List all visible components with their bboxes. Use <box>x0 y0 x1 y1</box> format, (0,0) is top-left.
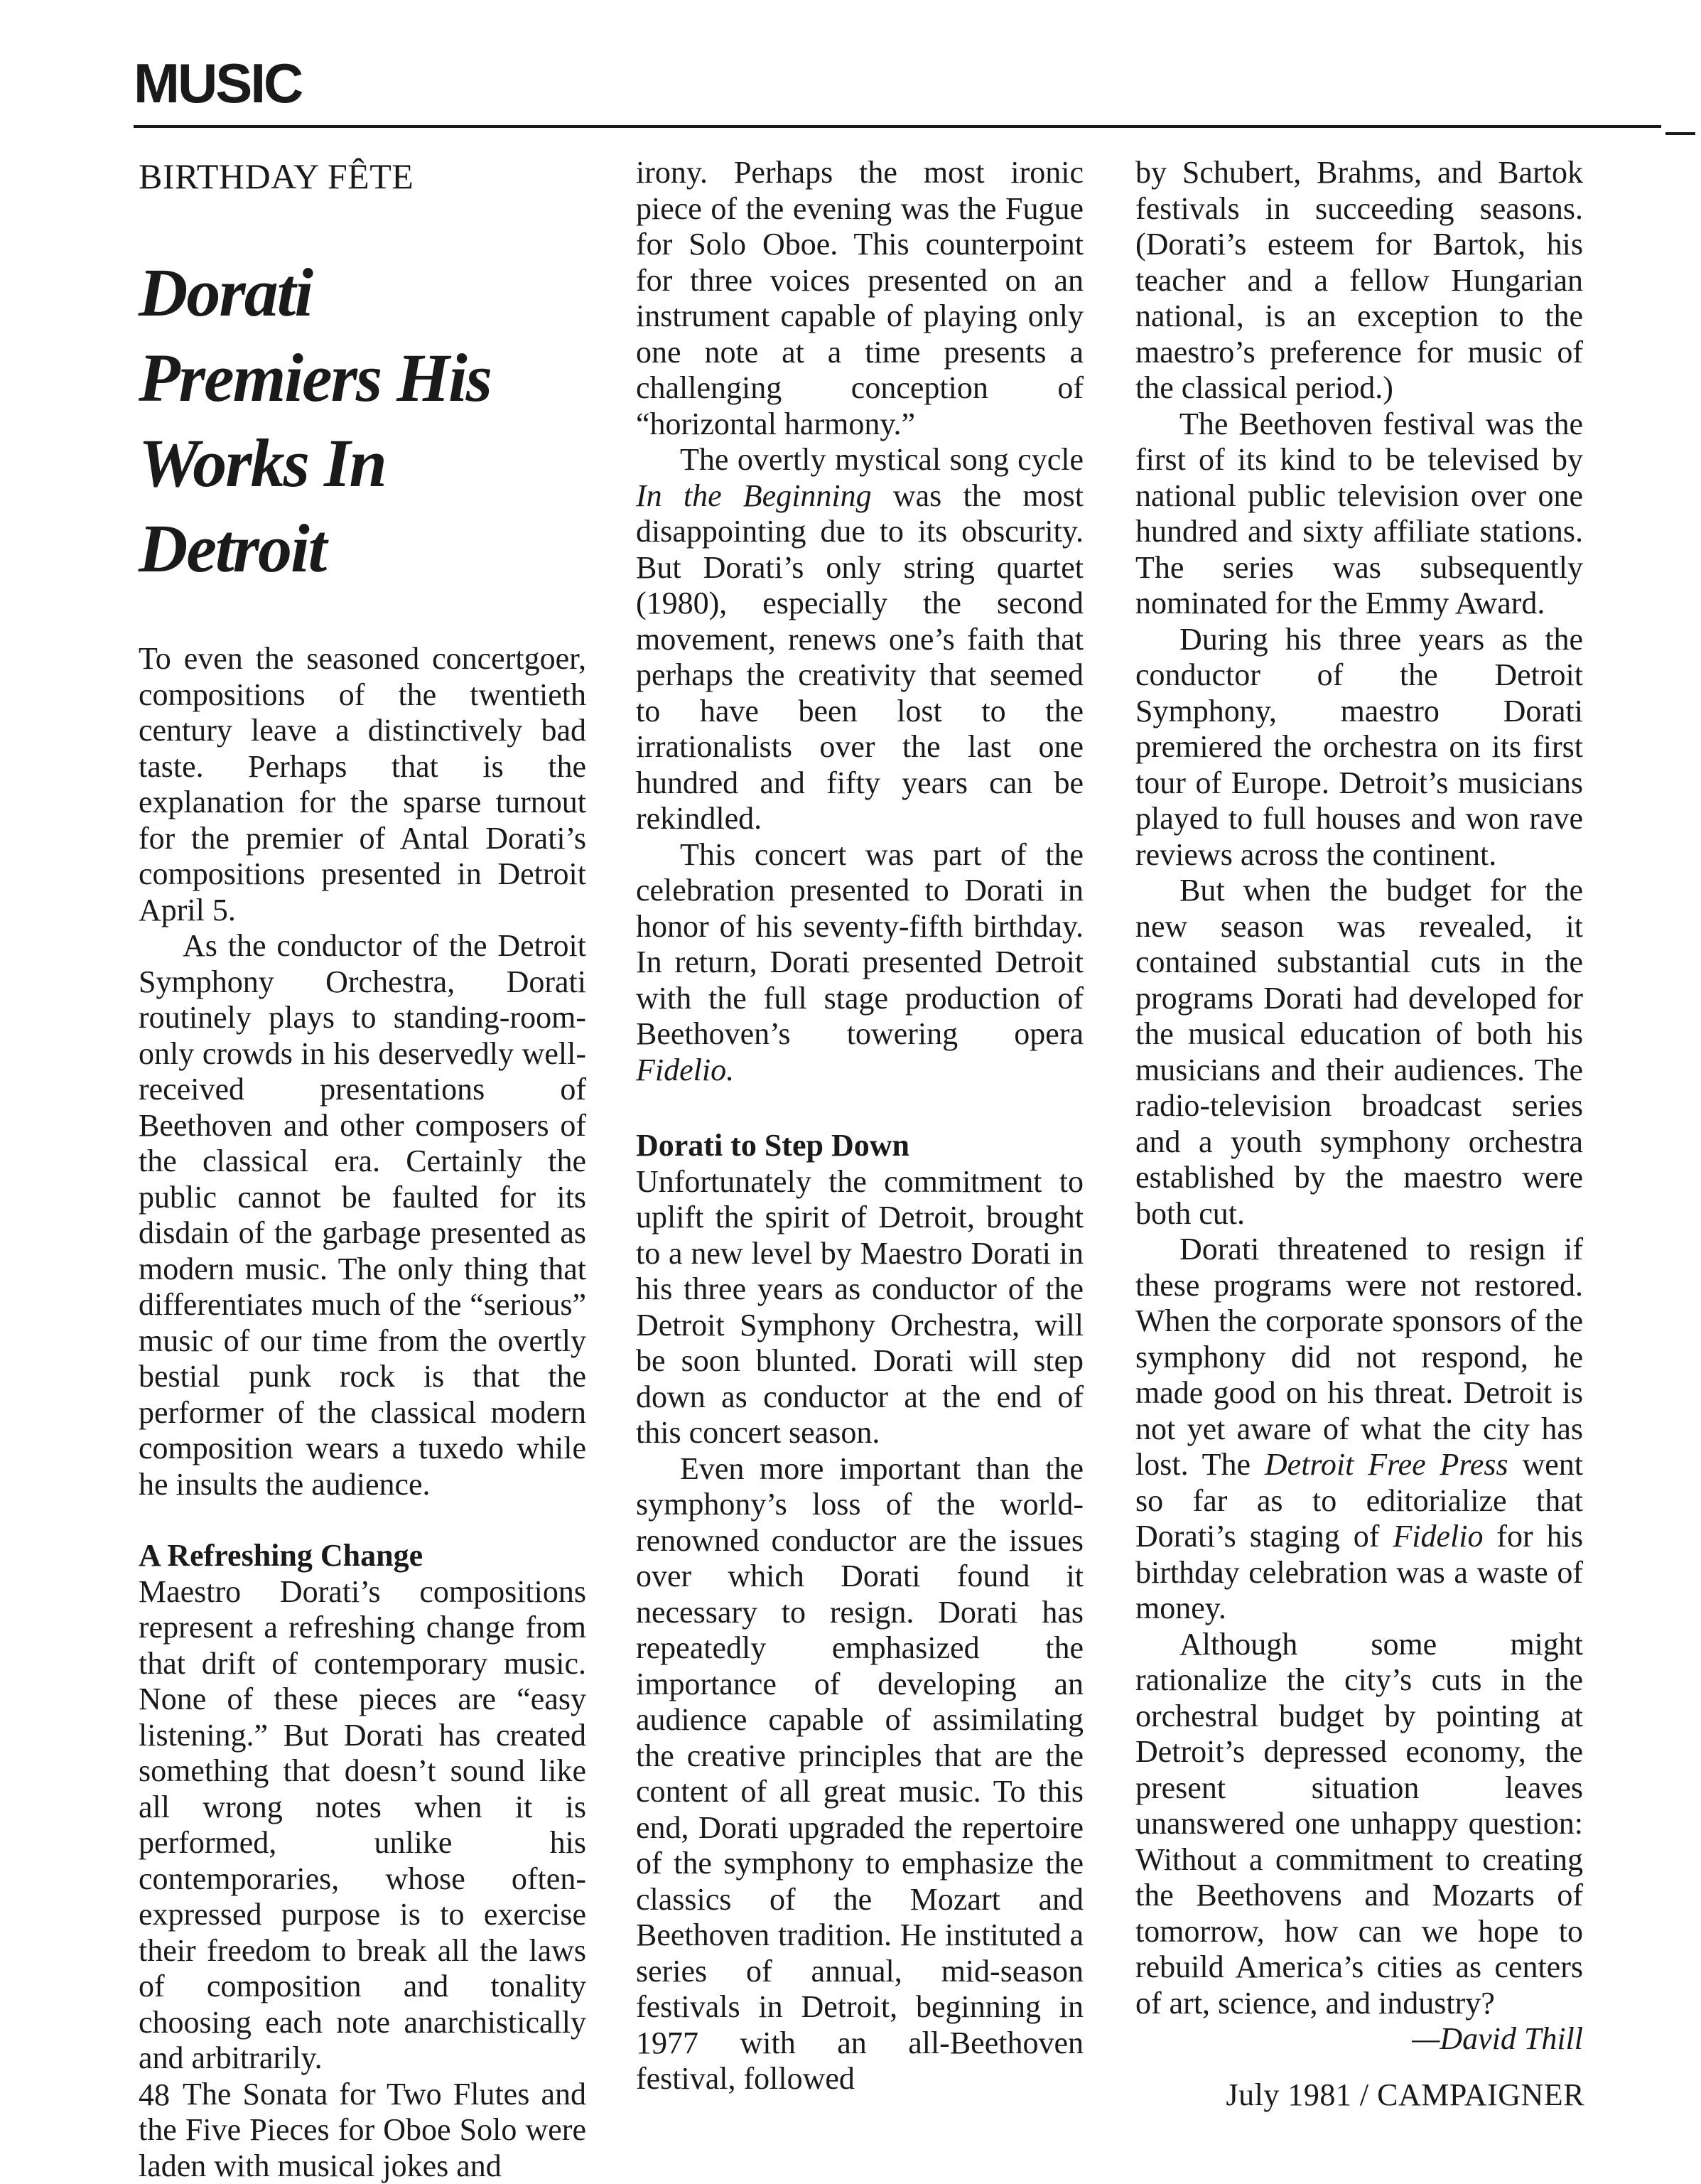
newspaper-title: Detroit Free Press <box>1265 1447 1508 1482</box>
column-3 <box>1135 155 1583 2057</box>
text-run: for his birthday celebration was a waste of money. <box>1135 1519 1583 1625</box>
work-title: Fidelio. <box>636 1053 734 1087</box>
paragraph: Even more important than the symphony’s loss of the world-renowned conductor are the issues over which Dorati found it necessary to resign. Dorati has repeatedly emphasized the importance of developing an audience capable of assimilating the creative principles that are the content of all great music. To this end, Dorati upgraded the repertoire of the symphony to emphasize the classics of the Mozart and Beethoven tradition. He instituted a series of annual, mid-season festivals in Detroit, beginning in 1977 with an all-Beethoven festival, followed <box>636 1451 1084 2097</box>
paragraph <box>636 837 1084 1089</box>
subhead-refreshing-change: A Refreshing Change <box>139 1538 586 1574</box>
headline <box>139 250 586 591</box>
text-run: Dorati threatened to resign if these programs were not restored. When the corporate sponsors of the symphony did not respond, he made good on his threat. Detroit is not yet aware of what the city has lost. The <box>1135 1232 1583 1482</box>
page-number: 48 <box>139 2077 170 2113</box>
paragraph: by Schubert, Brahms, and Bartok festivals in succeeding seasons. (Dorati’s esteem for Bartok, his teacher and a fellow Hungarian national, is an exception to the maestro’s preference for music of the classical period.) <box>1135 155 1583 407</box>
work-title: Fidelio <box>1393 1519 1483 1554</box>
headline-line: Works In <box>139 421 586 506</box>
paragraph: The Beethoven festival was the first of its kind to be televised by national public television over one hundred and sixty affiliate stations. The series was subsequently nominated for the Emmy Award. <box>1135 407 1583 622</box>
byline: —David Thill <box>1135 2021 1583 2057</box>
text-run: went so far as to editorialize that Dorati’s staging of <box>1135 1447 1583 1554</box>
paragraph <box>1135 1232 1583 1627</box>
work-title: In the Beginning <box>636 478 872 513</box>
header-rule <box>134 125 1661 128</box>
text-run: This concert was part of the celebration presented to Dorati in honor of his seventy-fifth birthday. In return, Dorati presented Detroit with the full stage production of Beethoven’s towering opera <box>636 837 1084 1052</box>
header-rule-tick <box>1665 132 1695 135</box>
section-title: MUSIC <box>134 55 301 111</box>
paragraph: But when the budget for the new season was revealed, it contained substantial cuts in the programs Dorati had developed for the musical education of both his musicians and their audiences. The radio-television broadcast series and a youth symphony orchestra established by the maestro were both cut. <box>1135 873 1583 1232</box>
column-1 <box>139 155 586 2184</box>
paragraph: The Sonata for Two Flutes and the Five Pieces for Oboe Solo were laden with musical jokes and <box>139 2077 586 2184</box>
headline-line: Detroit <box>139 506 586 591</box>
subhead-step-down: Dorati to Step Down <box>636 1128 1084 1164</box>
paragraph <box>636 442 1084 837</box>
headline-line: Dorati <box>139 250 586 335</box>
column-2 <box>636 155 1084 2097</box>
kicker: BIRTHDAY FÊTE <box>139 155 586 198</box>
headline-line: Premiers His <box>139 335 586 421</box>
paragraph: Unfortunately the commitment to uplift the spirit of Detroit, brought to a new level by Maestro Dorati in his three years as conductor of the Detroit Symphony Orchestra, will be soon blunted. Dorati will step down as conductor at the end of this concert season. <box>636 1164 1084 1451</box>
paragraph: Although some might rationalize the city’s cuts in the orchestral budget by pointing at Detroit’s depressed economy, the present situation leaves unanswered one unhappy question: Without a commitment to creating the Beethovens and Mozarts of tomorrow, how can we hope to rebuild America’s cities as centers of art, science, and industry? <box>1135 1627 1583 2022</box>
paragraph: To even the seasoned concertgoer, compositions of the twentieth century leave a distinctively bad taste. Perhaps that is the explanation for the sparse turnout for the premier of Antal Dorati’s compositions presented in Detroit April 5. <box>139 641 586 928</box>
paragraph: Maestro Dorati’s compositions represent a refreshing change from that drift of contemporary music. None of these pieces are “easy listening.” But Dorati has created something that doesn’t sound like all wrong notes when it is performed, unlike his contemporaries, whose often-expressed purpose is to exercise their freedom to break all the laws of composition and tonality choosing each note anarchistically and arbitrarily. <box>139 1574 586 2077</box>
footer-issue: July 1981 / CAMPAIGNER <box>1208 2077 1584 2113</box>
paragraph: As the conductor of the Detroit Symphony Orchestra, Dorati routinely plays to standing-room-only crowds in his deservedly well-received presentations of Beethoven and other composers of the classical era. Certainly the public cannot be faulted for its disdain of the garbage presented as modern music. The only thing that differentiates much of the “serious” music of our time from the overtly bestial punk rock is that the performer of the classical modern composition wears a tuxedo while he insults the audience. <box>139 928 586 1502</box>
text-run: was the most disappointing due to its obscurity. But Dorati’s only string quartet (1980), especially the second movement, renews one’s faith that perhaps the creativity that seemed to have been lost to the irrationalists over the last one hundred and fifty years can be rekindled. <box>636 478 1084 837</box>
text-run: The overtly mystical song cycle <box>680 442 1084 477</box>
paragraph: irony. Perhaps the most ironic piece of the evening was the Fugue for Solo Oboe. This counterpoint for three voices presented on an instrument capable of playing only one note at a time presents a challenging conception of “horizontal harmony.” <box>636 155 1084 442</box>
paragraph: During his three years as the conductor of the Detroit Symphony, maestro Dorati premiered the orchestra on its first tour of Europe. Detroit’s musicians played to full houses and won rave reviews across the continent. <box>1135 622 1583 873</box>
